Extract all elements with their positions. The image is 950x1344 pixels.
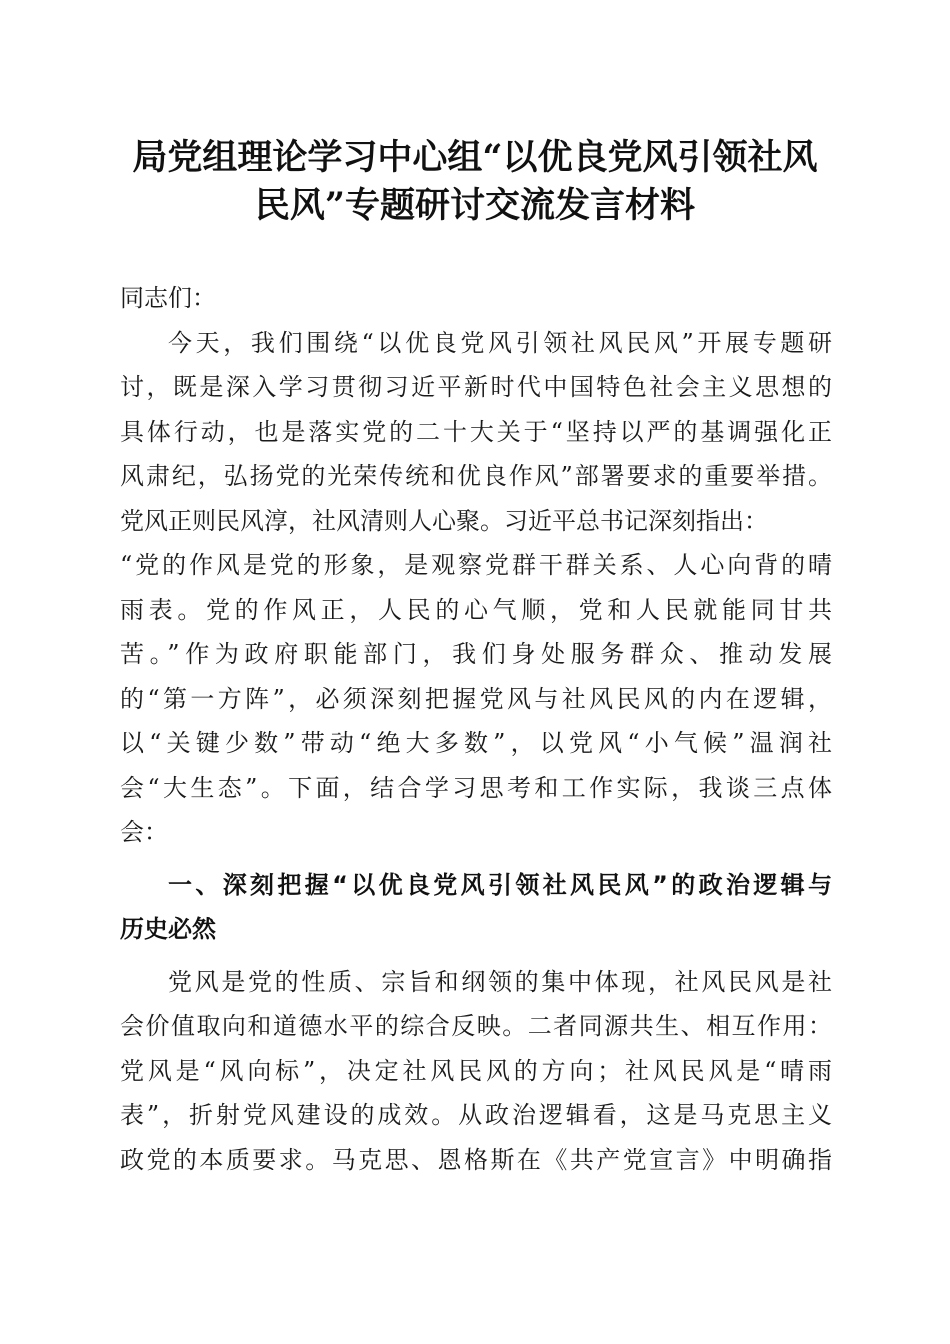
intro-line: 雨表。党的作风正，人民的心气顺，党和人民就能同甘共 [120, 595, 832, 624]
intro-line: 苦。”作为政府职能部门，我们身处服务群众、推动发展 [120, 640, 832, 668]
intro-line: 会： [120, 818, 168, 846]
section-line: 党风是党的性质、宗旨和纲领的集中体现，社风民风是社 [168, 967, 832, 996]
document-body [120, 276, 832, 1182]
intro-line: 今天，我们围绕“以优良党风引领社风民风”开展专题研 [168, 328, 832, 357]
section-1-heading [120, 863, 832, 952]
intro-line: 会“大生态”。下面，结合学习思考和工作实际，我谈三点体 [120, 773, 832, 802]
intro-line: “党的作风是党的形象，是观察党群干群关系、人心向背的晴 [120, 551, 832, 579]
intro-line: 风肃纪，弘扬党的光荣传统和优良作风”部署要求的重要举措。 [120, 462, 832, 490]
section-line: 表”，折射党风建设的成效。从政治逻辑看，这是马克思主义 [120, 1101, 832, 1129]
section-line: 政党的本质要求。马克思、恩格斯在《共产党宣言》中明确指 [120, 1145, 832, 1174]
title-line-1: 局党组理论学习中心组“以优良党风引领社风 [132, 137, 818, 178]
salutation: 同志们： [120, 284, 216, 312]
intro-paragraph [120, 321, 832, 855]
section-heading-line: 一、深刻把握“以优良党风引领社风民风”的政治逻辑与 [168, 870, 832, 899]
intro-line: 具体行动，也是落实党的二十大关于“坚持以严的基调强化正 [120, 417, 832, 446]
section-1-paragraph [120, 960, 832, 1183]
document-title [110, 134, 840, 230]
intro-line: 以“关键少数”带动“绝大多数”，以党风“小气候”温润社 [120, 729, 832, 757]
intro-line: 讨，既是深入学习贯彻习近平新时代中国特色社会主义思想的 [120, 373, 832, 401]
section-line: 会价值取向和道德水平的综合反映。二者同源共生、相互作用： [120, 1012, 832, 1040]
intro-line: 党风正则民风淳，社风清则人心聚。习近平总书记深刻指出： [120, 506, 768, 535]
section-heading-line: 历史必然 [120, 915, 216, 943]
intro-line: 的“第一方阵”，必须深刻把握党风与社风民风的内在逻辑， [120, 684, 832, 713]
section-line: 党风是“风向标”，决定社风民风的方向；社风民风是“晴雨 [120, 1056, 832, 1085]
title-line-2: 民风”专题研讨交流发言材料 [254, 185, 696, 226]
